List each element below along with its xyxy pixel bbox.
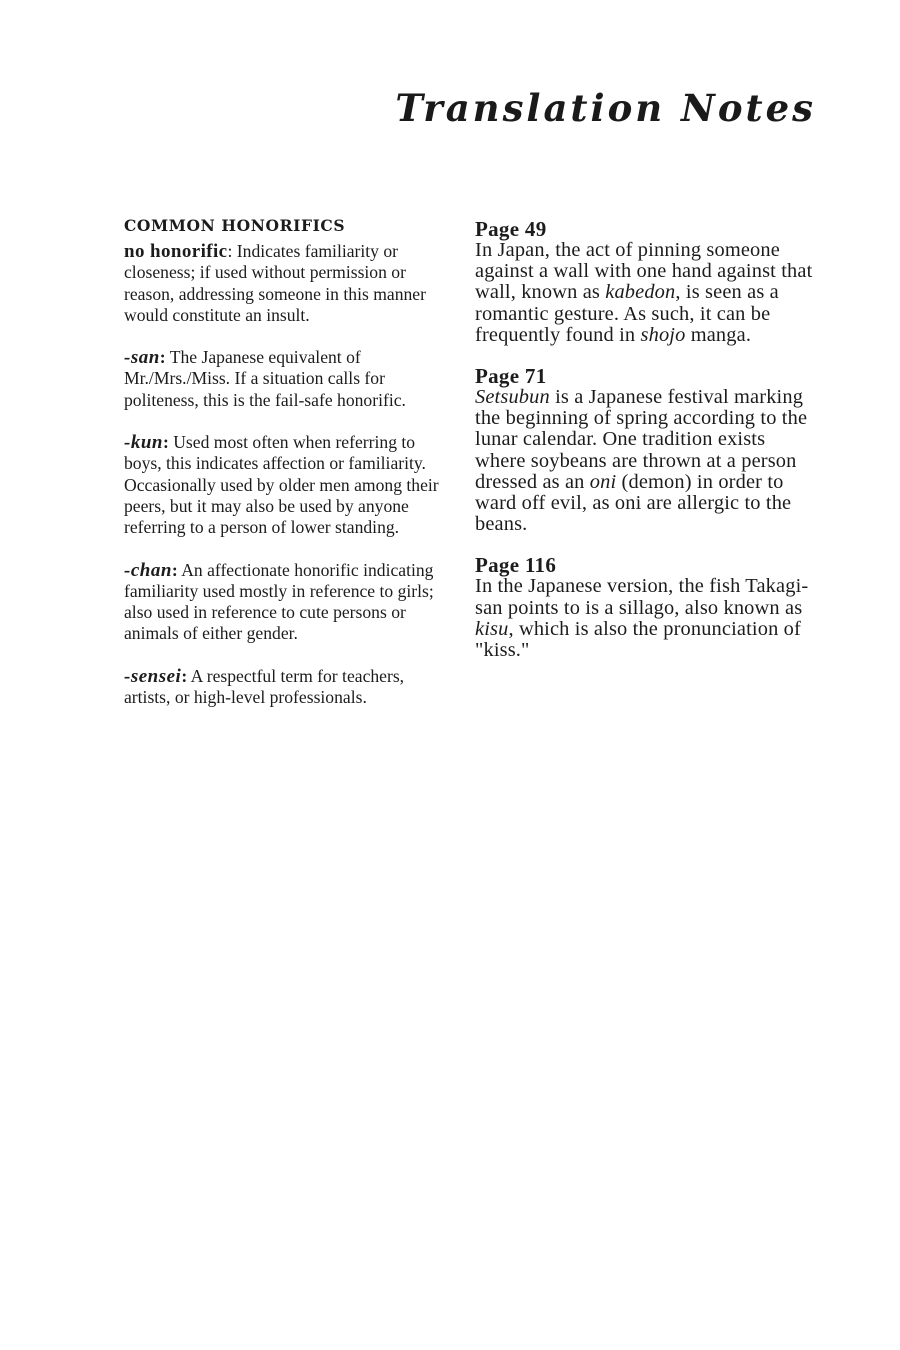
- note-text-part: is a Japanese festival marking the beginning of spring according to the lunar calendar. One tradition exists where soybeans are thrown at a person dressed as an: [475, 386, 808, 493]
- page-title: Translation Notes: [395, 86, 816, 130]
- note-page-71: [475, 365, 815, 535]
- note-italic-term: shojo: [640, 323, 686, 346]
- honorific-definition: An affectionate honorific indicating familiarity used mostly in reference to girls; also used in reference to cute persons or animals of either gender.: [124, 559, 434, 644]
- note-text-part: , which is also the pronunciation of "kiss.": [475, 617, 801, 662]
- honorific-sensei: [124, 666, 454, 709]
- honorific-definition: A respectful term for teachers, artists, or high-level professionals.: [124, 665, 405, 708]
- honorific-definition: The Japanese equivalent of Mr./Mrs./Miss. If a situation calls for politeness, this is the fail-safe honorific.: [124, 347, 406, 410]
- note-text: [475, 576, 815, 661]
- note-italic-term: oni: [589, 470, 617, 493]
- note-page-label: Page 116: [475, 553, 557, 578]
- honorific-separator: :: [162, 432, 169, 453]
- note-page-label: Page 49: [475, 217, 547, 241]
- honorific-no-honorific: [124, 241, 454, 326]
- note-italic-term: kisu: [475, 617, 509, 640]
- honorific-separator: :: [171, 559, 178, 580]
- honorific-term: -chan: [124, 559, 172, 581]
- honorific-term: -sensei: [124, 665, 182, 687]
- note-text-part: In Japan, the act of pinning someone against a wall with one hand against that wall, known as: [475, 239, 813, 304]
- honorific-chan: [124, 560, 454, 645]
- honorifics-section: [124, 216, 454, 729]
- honorific-term: no honorific: [124, 241, 228, 262]
- note-page-49: [475, 218, 815, 346]
- note-text-part: manga.: [685, 323, 752, 346]
- honorific-definition: Used most often when referring to boys, this indicates affection or familiarity. Occasionally used by older men among their peers, but it may also be used by anyone referring to a person of lower standing.: [124, 432, 439, 538]
- note-text-part: (demon) in order to ward off evil, as oni are allergic to the beans.: [475, 470, 792, 536]
- honorific-definition: Indicates familiarity or closeness; if used without permission or reason, addressing someone in this manner would constitute an insult.: [124, 241, 426, 325]
- note-italic-term: kabedon: [605, 281, 676, 304]
- honorific-san: [124, 347, 454, 411]
- note-page-label: Page 71: [475, 364, 547, 389]
- honorific-kun: [124, 432, 454, 538]
- honorific-separator: :: [227, 241, 233, 261]
- honorific-separator: :: [181, 665, 188, 686]
- note-text: [475, 240, 815, 346]
- honorifics-heading: COMMON HONORIFICS: [124, 216, 346, 235]
- honorific-term: -san: [124, 347, 160, 369]
- note-text-part: In the Japanese version, the fish Takagi-san points to is a sillago, also known as: [475, 575, 809, 619]
- note-page-116: [475, 554, 815, 661]
- honorific-separator: :: [159, 347, 166, 368]
- honorific-term: -kun: [124, 432, 163, 454]
- translation-notes-section: [475, 218, 815, 680]
- note-text-part: , is seen as a romantic gesture. As such, it can be frequently found in: [475, 281, 779, 346]
- note-text: [475, 387, 815, 535]
- note-italic-term: Setsubun: [475, 386, 550, 409]
